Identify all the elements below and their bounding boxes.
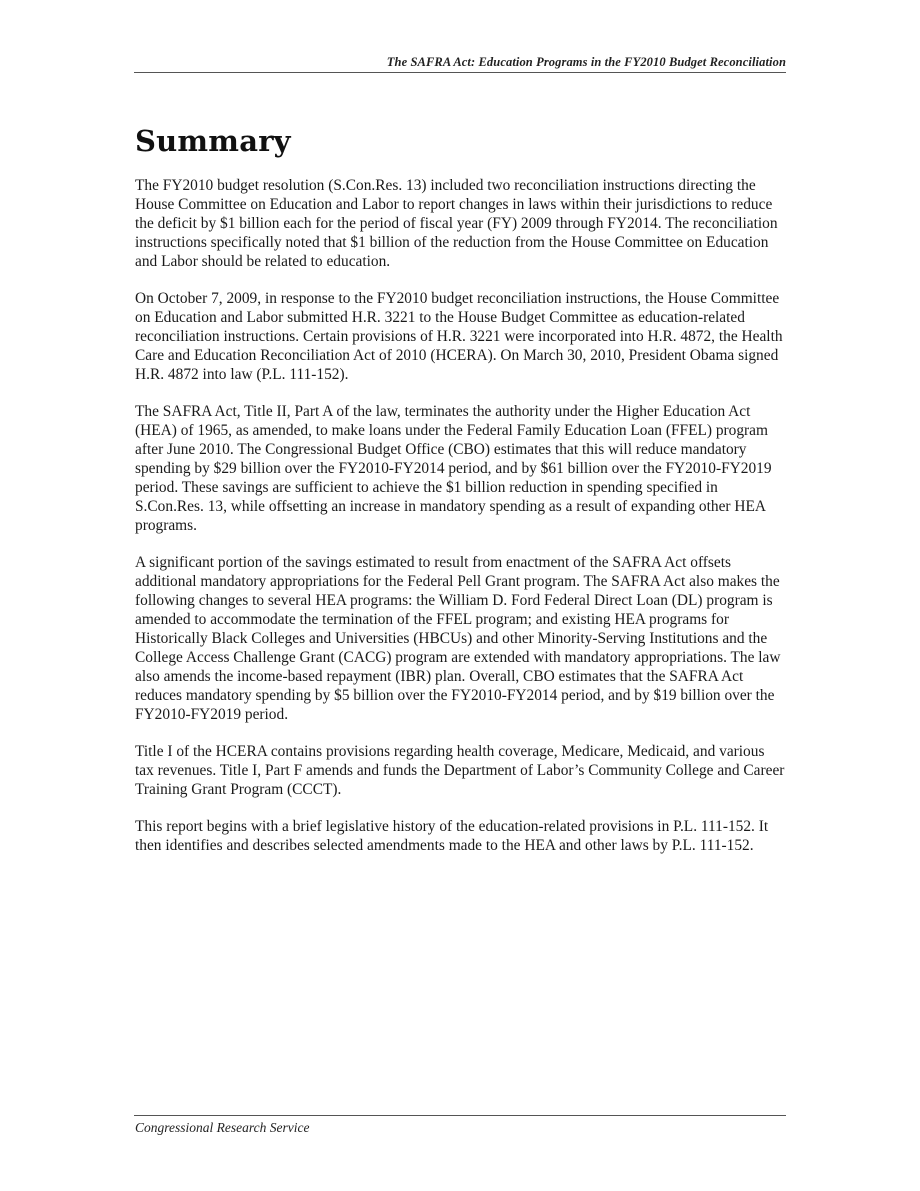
header-divider [134,72,786,73]
summary-paragraph-1: The FY2010 budget resolution (S.Con.Res. 13) included two reconciliation instructions directing the House Committee on Education and Labor to report changes in laws within their jurisdictions to reduce the deficit by $1 billion each for the period of fiscal year (FY) 2009 through FY2014. The reconciliation instructions specifically noted that $1 billion of the reduction from the House Committee on Education and Labor should be related to education. [135,177,778,270]
running-footer: Congressional Research Service [135,1120,310,1135]
summary-paragraph-4: A significant portion of the savings estimated to result from enactment of the SAFRA Act offsets additional mandatory appropriations for the Federal Pell Grant program. The SAFRA Act also makes the following changes to several HEA programs: the William D. Ford Federal Direct Loan (DL) program is amended to accommodate the termination of the FFEL program; and existing HEA programs for Historically Black Colleges and Universities (HBCUs) and other Minority-Serving Institutions and the College Access Challenge Grant (CACG) program are extended with mandatory appropriations. The law also amends the income-based repayment (IBR) plan. Overall, CBO estimates that the SAFRA Act reduces mandatory spending by $5 billion over the FY2010-FY2014 period, and by $19 billion over the FY2010-FY2019 period. [135,554,781,723]
summary-body [135,176,787,873]
summary-paragraph-5: Title I of the HCERA contains provisions regarding health coverage, Medicare, Medicaid, and various tax revenues. Title I, Part F amends and funds the Department of Labor’s Community College and Career Training Grant Program (CCCT). [135,743,785,798]
summary-paragraph-3: The SAFRA Act, Title II, Part A of the law, terminates the authority under the Higher Education Act (HEA) of 1965, as amended, to make loans under the Federal Family Education Loan (FFEL) program after June 2010. The Congressional Budget Office (CBO) estimates that this will reduce mandatory spending by $29 billion over the FY2010-FY2014 period, and by $61 billion over the FY2010-FY2019 period. These savings are sufficient to achieve the $1 billion reduction in spending specified in S.Con.Res. 13, while offsetting an increase in mandatory spending as a result of expanding other HEA programs. [135,403,772,534]
summary-paragraph-6: This report begins with a brief legislative history of the education-related provisions in P.L. 111-152. It then identifies and describes selected amendments made to the HEA and other laws by P.L. 111-152. [135,818,769,854]
running-header: The SAFRA Act: Education Programs in the FY2010 Budget Reconciliation [386,55,786,69]
footer-divider [134,1115,786,1116]
page-title: Summary [135,124,291,158]
summary-paragraph-2: On October 7, 2009, in response to the FY2010 budget reconciliation instructions, the House Committee on Education and Labor submitted H.R. 3221 to the House Budget Committee as education-related reconciliation instructions. Certain provisions of H.R. 3221 were incorporated into H.R. 4872, the Health Care and Education Reconciliation Act of 2010 (HCERA). On March 30, 2010, President Obama signed H.R. 4872 into law (P.L. 111-152). [135,290,783,383]
